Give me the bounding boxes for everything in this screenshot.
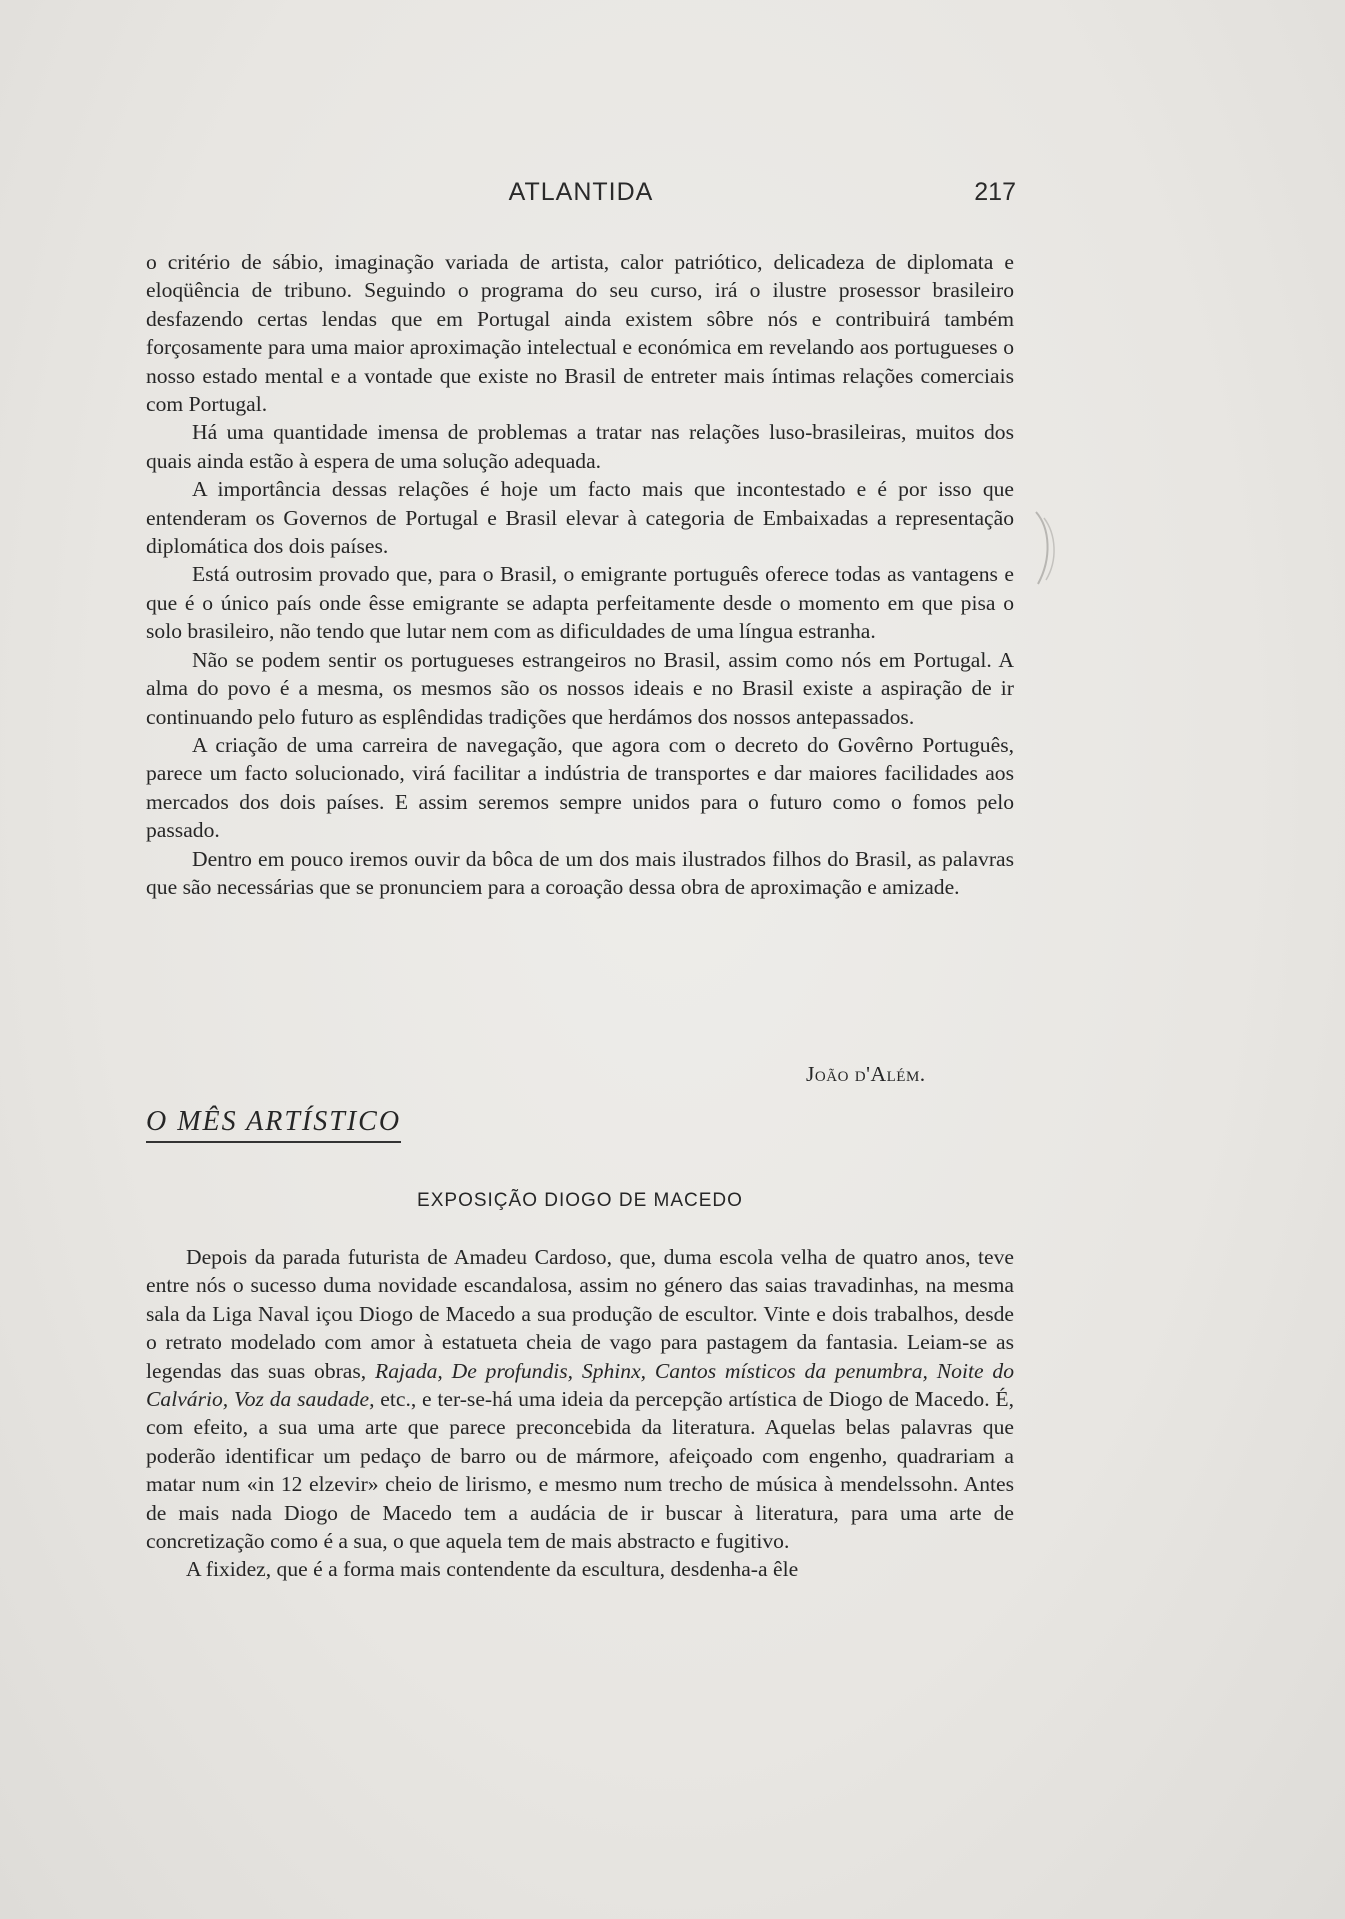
section-heading: O MÊS ARTÍSTICO [146, 1106, 401, 1143]
paragraph: Dentro em pouco iremos ouvir da bôca de um dos mais ilustrados filhos do Brasil, as palavras que são necessárias que se pronunciem para a coroação dessa obra de aproximação e amizade. [146, 846, 1014, 899]
paragraph [146, 1243, 1014, 1555]
paragraph: Não se podem sentir os portugueses estrangeiros no Brasil, assim como nós em Portugal. A alma do povo é a mesma, os mesmos são os nossos ideais e no Brasil existe a aspiração de ir continuando pelo futuro as esplêndidas tradições que herdámos dos nossos antepassados. [146, 647, 1014, 729]
paragraph: o critério de sábio, imaginação variada de artista, calor patriótico, delicadeza de diplomata e eloqüência de tribuno. Seguindo o programa do seu curso, irá o ilustre prosessor brasileiro desfazendo certas lendas que em Portugal ainda existem sôbre nós e contribuirá também forçosamente para uma maior aproximação intelectual e económica em revelando aos portugueses o nosso estado mental e a vontade que existe no Brasil de entreter mais íntimas relações comerciais com Portugal. [146, 250, 1014, 417]
paragraph-text: etc., e ter-se-há uma ideia da percepção artística de Diogo de Macedo. É, com efeito, a sua uma arte que parece preconcebida da literatura. Aquelas belas palavras que poderão identificar um pedaço de barro ou de mármore, afeiçoado com engenho, quadrariam a matar num «in 12 elzevir» cheio de lirismo, e mesmo num trecho de música à mendelssohn. Antes de mais nada Diogo de Macedo tem a audácia de ir buscar à literatura, para uma arte de concretização como é a sua, o que aquela tem de mais abstracto e fugitivo. [146, 1387, 1014, 1554]
paragraph: Há uma quantidade imensa de problemas a tratar nas relações luso-brasileiras, muitos dos quais ainda estão à espera de uma solução adequada. [146, 420, 1014, 473]
paragraph [146, 1555, 1014, 1583]
page-header [146, 178, 1016, 218]
page-number: 217 [974, 178, 1016, 206]
works-titles: Rajada, De profundis, Sphinx, Cantos místicos da penumbra, Noite do Calvário, Voz da saudade, [146, 1358, 1014, 1412]
author-signature: João d'Além. [806, 1062, 926, 1086]
paragraph: Está outrosim provado que, para o Brasil, o emigrante português oferece todas as vantagens e que é o único país onde êsse emigrante se adapta perfeitamente desde o momento em que pisa o solo brasileiro, não tendo que lutar nem com as dificuldades de uma língua estranha. [146, 562, 1014, 644]
paragraph: A importância dessas relações é hoje um facto mais que incontestado e é por isso que entenderam os Governos de Portugal e Brasil elevar à categoria de Embaixadas a representação diplomática dos dois países. [146, 477, 1014, 559]
paragraph: A criação de uma carreira de navegação, que agora com o decreto do Govêrno Português, parece um facto solucionado, virá facilitar a indústria de transportes e dar maiores facilidades aos mercados dos dois países. E assim seremos sempre unidos para o futuro como o fomos pelo passado. [146, 732, 1014, 843]
paragraph-text: Depois da parada futurista de Amadeu Cardoso, que, duma escola velha de quatro anos, teve entre nós o sucesso duma novidade escandalosa, assim no género das saias travadinhas, na mesma sala da Liga Naval içou Diogo de Macedo a sua produção de escultor. Vinte e dois trabalhos, desde o retrato modelado com amor à estatueta cheia de vago para pastagem da fantasia. Leiam-se as legendas das suas obras, [146, 1245, 1014, 1383]
section-subheading: EXPOSIÇÃO DIOGO DE MACEDO [417, 1190, 743, 1211]
article-body [146, 248, 1014, 901]
paragraph-text: A fixidez, que é a forma mais contendente da escultura, desdenha-a êle [186, 1557, 799, 1582]
margin-pencil-mark [1028, 508, 1062, 588]
running-title: ATLANTIDA [508, 178, 654, 206]
section-body [146, 1243, 1014, 1584]
